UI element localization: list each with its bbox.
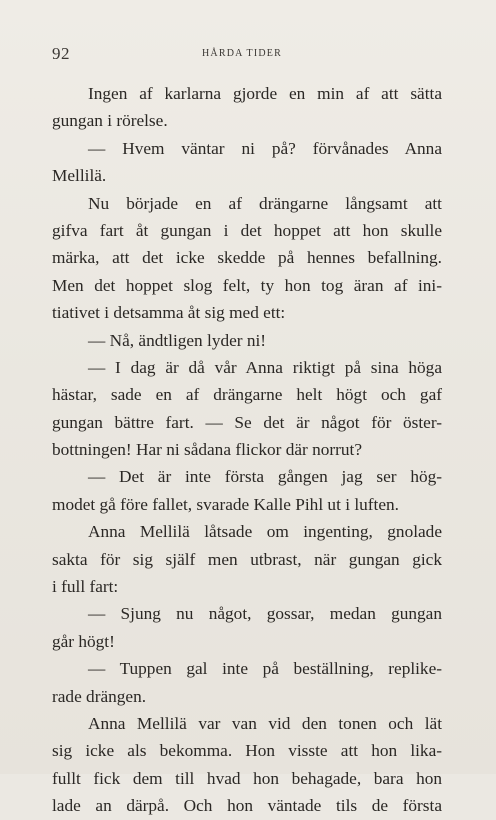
text-line: gungan i rörelse. bbox=[52, 111, 168, 131]
text-line: tiativet i detsamma åt sig med ett: bbox=[52, 303, 286, 323]
text-line: Nu började en af drängarne långsamt att bbox=[88, 193, 442, 213]
text-line: märka, att det icke skedde på hennes befallning. bbox=[52, 248, 442, 268]
body-text bbox=[52, 80, 442, 820]
text-line: rade drängen. bbox=[52, 686, 147, 706]
text-line: gifva fart åt gungan i det hoppet att hon skulle bbox=[52, 220, 442, 240]
text-line: Ingen af karlarna gjorde en min af att sätta bbox=[88, 84, 442, 103]
text-line: fullt fick dem till hvad hon behagade, bara hon bbox=[52, 768, 442, 788]
text-line: Men det hoppet slog felt, ty hon tog äran af ini- bbox=[52, 275, 442, 295]
text-line: — Nå, ändtligen lyder ni! bbox=[88, 330, 267, 350]
text-line: Mellilä. bbox=[52, 166, 107, 186]
page-header bbox=[52, 40, 444, 66]
text-line: modet gå före fallet, svarade Kalle Pihl ut i luften. bbox=[52, 494, 399, 514]
text-line: Anna Mellilä låtsade om ingenting, gnolade bbox=[88, 522, 442, 542]
text-line: — Sjung nu något, gossar, medan gungan bbox=[88, 604, 442, 624]
running-head: HÅRDA TIDER bbox=[202, 48, 282, 59]
text-line: — Det är inte första gången jag ser hög- bbox=[88, 467, 442, 487]
text-line: går högt! bbox=[52, 631, 115, 651]
page-number: 92 bbox=[52, 44, 70, 63]
text-line: — Hvem väntar ni på? förvånades Anna bbox=[88, 138, 442, 158]
text-line: — I dag är då vår Anna riktigt på sina höga bbox=[88, 357, 442, 377]
text-line: sakta för sig själf men utbrast, när gungan gick bbox=[52, 549, 442, 569]
text-line: i full fart: bbox=[52, 577, 119, 597]
text-line: gungan bättre fart. — Se det är något för öster- bbox=[52, 412, 442, 432]
text-line: — Tuppen gal inte på beställning, replike- bbox=[88, 659, 442, 679]
text-line: sig icke als bekomma. Hon visste att hon lika- bbox=[52, 741, 442, 761]
text-line: Anna Mellilä var van vid den tonen och lät bbox=[88, 713, 442, 733]
text-line: bottningen! Har ni sådana flickor där norrut? bbox=[52, 440, 362, 460]
text-line: hästar, sade en af drängarne helt högt och gaf bbox=[52, 385, 442, 405]
text-line: lade an därpå. Och hon väntade tils de första bbox=[52, 796, 442, 816]
